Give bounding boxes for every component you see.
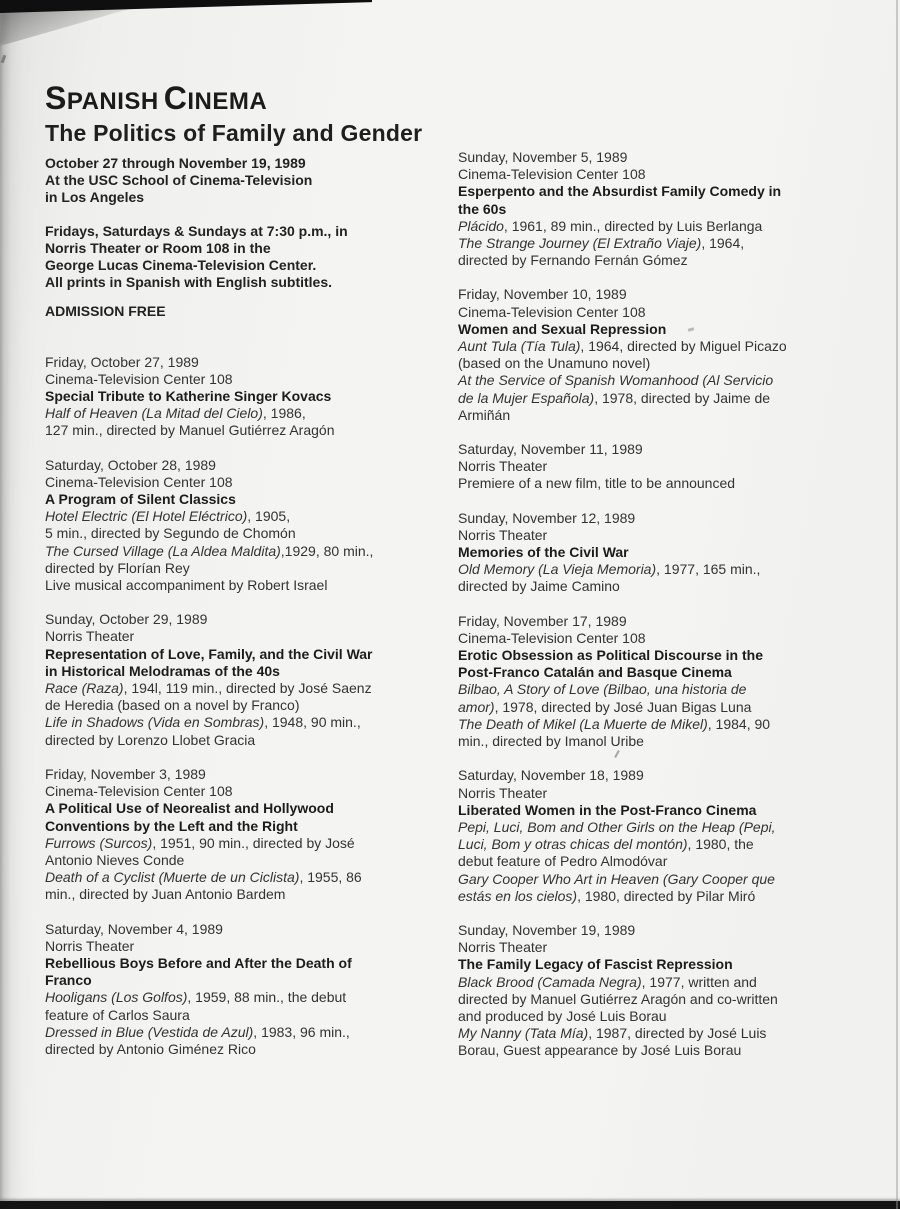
title-rest: INEMA (187, 88, 268, 115)
event-program-title: in Historical Melodramas of the 40s (45, 662, 280, 679)
intro-line: All prints in Spanish with English subtitles. (45, 274, 333, 291)
event-film-line (458, 819, 883, 836)
event-venue: Cinema-Television Center 108 (458, 629, 646, 646)
film-credit-segment: and produced by José Luis Borau (458, 1007, 667, 1024)
event-film-line (458, 681, 883, 698)
event-film-line (45, 989, 457, 1006)
film-credit-segment: ,1929, 80 min., (280, 542, 374, 559)
event-film-line (45, 1007, 457, 1024)
event-block (458, 286, 883, 424)
scan-bottom-black-band (0, 1201, 900, 1209)
film-credit-segment: directed by Lorenzo Llobet Gracia (45, 731, 256, 748)
page-subtitle: The Politics of Family and Gender (45, 120, 423, 146)
event-block (45, 611, 457, 749)
film-credit-segment: , 1961, 89 min., directed by Luis Berlanga (503, 217, 763, 234)
film-credit-segment: , 1951, 90 min., directed by José (152, 834, 355, 851)
film-credit-segment: , 1948, 90 min., (264, 714, 361, 731)
event-film-line (458, 338, 883, 355)
event-venue: Norris Theater (45, 937, 135, 954)
event-film-line (45, 405, 457, 422)
film-credit-segment: , 1983, 96 min., (253, 1023, 350, 1040)
event-venue: Cinema-Television Center 108 (45, 370, 233, 387)
event-block (45, 354, 457, 440)
event-program-title: Rebellious Boys Before and After the Death of (45, 954, 352, 971)
event-film-line (458, 407, 883, 424)
left-events (45, 354, 457, 1059)
event-venue: Norris Theater (458, 784, 548, 801)
film-title-segment: estás en los cielos) (458, 887, 578, 904)
film-credit-segment: 127 min., directed by Manuel Gutiérrez Aragón (45, 422, 335, 439)
event-date: Saturday, October 28, 1989 (45, 456, 216, 473)
title-initial: S (45, 80, 67, 116)
event-venue: Norris Theater (45, 628, 135, 645)
film-title-segment: Furrows (Surcos) (45, 834, 153, 851)
film-title-segment: Life in Shadows (Vida en Sombras) (45, 714, 265, 731)
event-film-line (458, 836, 883, 853)
film-credit-segment: , 1959, 88 min., the debut (187, 989, 347, 1006)
header (45, 80, 422, 147)
event-film-line (45, 732, 457, 749)
event-block (458, 767, 883, 905)
film-credit-segment: , 1977, 165 min., (656, 561, 761, 578)
event-block (45, 766, 457, 904)
page-title (45, 80, 422, 117)
film-credit-segment: debut feature of Pedro Almodóvar (458, 853, 668, 870)
film-title-segment: Hotel Electric (El Hotel Eléctrico) (45, 508, 248, 525)
event-date: Sunday, November 19, 1989 (458, 921, 636, 938)
intro-schedule (45, 223, 457, 292)
event-film-line (45, 886, 457, 903)
film-credit-segment: , 1980, the (687, 836, 754, 853)
event-block (458, 149, 883, 269)
film-credit-segment: feature of Carlos Saura (45, 1006, 190, 1023)
event-film-line (458, 853, 883, 870)
event-film-line (45, 577, 457, 594)
event-film-line (458, 1008, 883, 1025)
film-credit-segment: , 1955, 86 (299, 869, 362, 886)
film-credit-segment: directed by Antonio Giménez Rico (45, 1040, 256, 1057)
film-title-segment: Half of Heaven (La Mitad del Cielo) (45, 405, 263, 422)
left-column (45, 155, 457, 1075)
event-film-line (45, 1041, 457, 1058)
film-credit-segment: , 1977, written and (641, 973, 757, 990)
film-title-segment: My Nanny (Tata Mía) (458, 1025, 589, 1042)
event-program-title: Memories of the Civil War (458, 544, 629, 561)
right-column (458, 149, 883, 1077)
film-credit-segment: , 1905, (247, 508, 291, 525)
event-program-title: Women and Sexual Repression (458, 320, 667, 337)
film-title-segment: Luci, Bom y otras chicas del montón) (458, 836, 688, 853)
event-film-line (458, 871, 883, 888)
event-film-line (458, 372, 883, 389)
film-title-segment: Death of a Cyclist (Muerte de un Ciclista) (45, 869, 300, 886)
event-program-title: The Family Legacy of Fascist Repression (458, 956, 733, 973)
event-block (458, 922, 883, 1060)
film-credit-segment: directed by Florían Rey (45, 559, 190, 576)
film-credit-segment: de Heredia (based on a novel by Franco) (45, 697, 300, 714)
event-film-line (458, 218, 883, 235)
event-venue: Cinema-Television Center 108 (458, 303, 646, 320)
event-film-line (45, 852, 457, 869)
film-credit-segment: Armiñán (458, 406, 511, 423)
event-film-line (45, 680, 457, 697)
event-date: Saturday, November 11, 1989 (458, 441, 643, 458)
event-venue: Cinema-Television Center 108 (458, 166, 646, 183)
event-date: Saturday, November 18, 1989 (458, 767, 644, 784)
film-credit-segment: directed by Fernando Fernán Gómez (458, 252, 688, 269)
intro-line: October 27 through November 19, 1989 (45, 155, 306, 171)
film-credit-segment: directed by Jaime Camino (458, 578, 620, 595)
right-events (458, 149, 883, 1060)
event-film-line (458, 578, 883, 595)
film-credit-segment: min., directed by Juan Antonio Bardem (45, 886, 286, 903)
event-film-line (45, 869, 457, 886)
film-title-segment: Hooligans (Los Golfos) (45, 989, 188, 1006)
event-program-title: A Program of Silent Classics (45, 491, 236, 508)
scan-left-edge-shadow (0, 0, 36, 1209)
event-film-line (458, 991, 883, 1008)
event-venue: Norris Theater (458, 458, 548, 475)
intro-line: Fridays, Saturdays & Sundays at 7:30 p.m., in (45, 222, 348, 239)
intro-line: Norris Theater or Room 108 in the (45, 239, 271, 256)
event-film-line (45, 714, 457, 731)
film-credit-segment: Borau, Guest appearance by José Luis Borau (458, 1042, 742, 1059)
event-program-title: Conventions by the Left and the Right (45, 817, 298, 834)
event-program-title: Representation of Love, Family, and the Civil War (45, 645, 373, 662)
event-block (45, 457, 457, 595)
film-credit-segment: (based on the Unamuno novel) (458, 355, 651, 372)
film-credit-segment: 5 min., directed by Segundo de Chomón (45, 525, 296, 542)
event-venue: Norris Theater (458, 526, 548, 543)
event-program-title: Special Tribute to Katherine Singer Kovacs (45, 388, 332, 405)
event-date: Friday, November 17, 1989 (458, 612, 627, 629)
event-film-line (45, 835, 457, 852)
event-film-line (458, 355, 883, 372)
event-film-line (45, 422, 457, 439)
event-film-line (458, 235, 883, 252)
film-credit-segment: min., directed by Imanol Uribe (458, 733, 644, 750)
event-date: Friday, October 27, 1989 (45, 353, 199, 370)
event-program-title: Liberated Women in the Post-Franco Cinema (458, 801, 757, 818)
event-block (458, 510, 883, 596)
film-title-segment: Pepi, Luci, Bom and Other Girls on the Heap (Pepi, (458, 818, 776, 835)
film-credit-segment: , 1980, directed by Pilar Miró (577, 887, 756, 904)
film-title-segment: de la Mujer Española) (458, 389, 595, 406)
title-rest: PANISH (66, 88, 159, 115)
event-film-line (45, 1024, 457, 1041)
scan-right-edge-line (896, 0, 898, 1209)
film-title-segment: Dressed in Blue (Vestida de Azul) (45, 1023, 254, 1040)
film-title-segment: The Death of Mikel (La Muerte de Mikel) (458, 715, 708, 732)
event-block (458, 441, 883, 493)
intro-line: At the USC School of Cinema-Television (45, 172, 313, 189)
event-program-title: the 60s (458, 200, 507, 217)
event-block (458, 613, 883, 751)
event-film-line (458, 716, 883, 733)
event-film-line (458, 561, 883, 578)
event-date: Friday, November 10, 1989 (458, 286, 627, 303)
event-film-line (458, 390, 883, 407)
film-title-segment: amor) (458, 698, 495, 715)
film-credit-segment: , 1964, (701, 235, 745, 252)
film-credit-segment: , 1964, directed by Miguel Picazo (580, 338, 787, 355)
film-title-segment: Black Brood (Camada Negra) (458, 973, 642, 990)
film-title-segment: Race (Raza) (45, 680, 124, 697)
event-film-line (458, 974, 883, 991)
film-title-segment: At the Service of Spanish Womanhood (Al Servicio (458, 372, 774, 389)
event-date: Friday, November 3, 1989 (45, 765, 206, 782)
event-film-line (458, 475, 883, 492)
event-program-title: Esperpento and the Absurdist Family Comedy in (458, 183, 782, 200)
event-film-line (45, 543, 457, 560)
film-credit-segment: , 1978, directed by Jaime de (594, 389, 771, 406)
event-venue: Cinema-Television Center 108 (45, 473, 233, 490)
admission-notice: ADMISSION FREE (45, 303, 166, 320)
film-credit-segment: Antonio Nieves Conde (45, 851, 185, 868)
scan-top-black-band (0, 0, 372, 13)
event-date: Sunday, October 29, 1989 (45, 611, 208, 628)
event-program-title: Franco (45, 972, 92, 989)
film-title-segment: The Cursed Village (La Aldea Maldita) (45, 542, 281, 559)
intro-when-where (45, 155, 457, 207)
event-film-line (458, 1025, 883, 1042)
event-film-line (45, 560, 457, 577)
event-film-line (45, 697, 457, 714)
event-film-line (45, 525, 457, 542)
film-credit-segment: Live musical accompaniment by Robert Israel (45, 577, 328, 594)
event-film-line (45, 508, 457, 525)
event-program-title: Post-Franco Catalán and Basque Cinema (458, 664, 732, 681)
intro-line: George Lucas Cinema-Television Center. (45, 257, 317, 274)
film-title-segment: Plácido (458, 217, 504, 234)
event-program-title: A Political Use of Neorealist and Hollywood (45, 800, 334, 817)
film-title-segment: Bilbao, A Story of Love (Bilbao, una historia de (458, 681, 747, 698)
film-title-segment: The Strange Journey (El Extraño Viaje) (458, 235, 702, 252)
event-film-line (458, 1042, 883, 1059)
film-credit-segment: , 1986, (262, 405, 306, 422)
event-block (45, 921, 457, 1059)
event-film-line (458, 733, 883, 750)
film-title-segment: Old Memory (La Vieja Memoria) (458, 561, 657, 578)
event-film-line (458, 699, 883, 716)
event-program-title: Erotic Obsession as Political Discourse in the (458, 647, 763, 664)
film-credit-segment: , 1984, 90 (707, 715, 771, 732)
film-credit-segment: , 194l, 119 min., directed by José Saenz (123, 680, 372, 697)
event-date: Sunday, November 5, 1989 (458, 149, 628, 165)
event-date: Sunday, November 12, 1989 (458, 509, 636, 526)
film-credit-segment: , 1978, directed by José Juan Bigas Luna (494, 698, 752, 715)
film-title-segment: Gary Cooper Who Art in Heaven (Gary Cooper que (458, 870, 775, 887)
film-credit-segment: Premiere of a new film, title to be announced (458, 475, 736, 492)
film-title-segment: Aunt Tula (Tía Tula) (458, 338, 581, 355)
event-film-line (458, 888, 883, 905)
event-film-line (458, 252, 883, 269)
title-initial: C (163, 80, 188, 116)
event-venue: Norris Theater (458, 939, 548, 956)
intro-line: in Los Angeles (45, 189, 145, 206)
film-credit-segment: directed by Manuel Gutiérrez Aragón and co-written (458, 990, 778, 1007)
film-credit-segment: , 1987, directed by José Luis (588, 1025, 767, 1042)
event-venue: Cinema-Television Center 108 (45, 783, 233, 800)
event-date: Saturday, November 4, 1989 (45, 920, 223, 937)
